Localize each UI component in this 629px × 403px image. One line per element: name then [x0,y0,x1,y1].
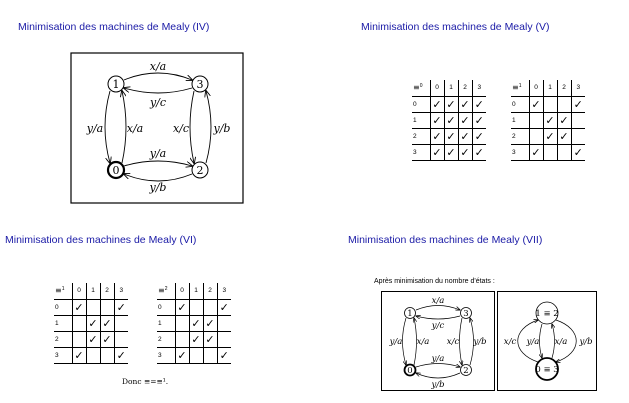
check-mark-cell: ✓ [444,112,458,128]
check-mark-cell: ✓ [114,299,128,315]
state-0-equiv-3 [535,358,558,380]
check-mark-cell: ✓ [114,347,128,363]
check-mark-cell: ✓ [86,315,100,331]
column-header: 2 [100,283,114,299]
minimized-automaton-diagram [497,291,597,391]
row-header: 2 [54,331,72,347]
state-2 [461,365,472,377]
empty-cell [189,299,203,315]
edge-3-2 [460,318,463,365]
check-mark-cell: ✓ [217,347,231,363]
slide-title-v: Minimisation des machines de Mealy (V) [361,21,550,33]
check-mark-cell: ✓ [472,128,486,144]
column-header: 3 [571,80,585,96]
check-mark-cell: ✓ [203,331,217,347]
edge-label: y/b [579,337,593,347]
column-header: 0 [175,283,189,299]
equivalence-table-1 [54,283,128,364]
column-header: 1 [189,283,203,299]
state-3 [192,76,208,92]
column-header: 2 [203,283,217,299]
empty-cell [571,112,585,128]
check-mark-cell: ✓ [430,128,444,144]
table-row [54,331,128,347]
empty-cell [529,128,543,144]
row-header: 0 [511,96,529,112]
edge-0-2 [124,161,192,166]
empty-cell [203,299,217,315]
row-header: 0 [54,299,72,315]
check-mark-cell: ✓ [571,144,585,160]
state-0-initial [405,365,416,377]
state-label: 0 [112,164,120,177]
check-mark-cell: ✓ [444,96,458,112]
table-row [412,112,486,128]
check-mark-cell: ✓ [100,315,114,331]
empty-cell [72,315,86,331]
row-header: 1 [157,315,175,331]
state-label: 0 ≡ 3 [535,365,559,375]
slide-title-vi: Minimisation des machines de Mealy (VI) [5,234,197,246]
edge-label: x/a [416,337,430,347]
column-header: 3 [217,283,231,299]
edge-2-0 [416,373,460,378]
state-label: 3 [196,78,204,91]
state-label: 1 [407,309,413,319]
empty-cell [217,331,231,347]
edge-label: y/a [526,337,540,347]
table-header-relation: ≡$^1$ [54,283,72,299]
check-mark-cell: ✓ [189,331,203,347]
empty-cell [114,315,128,331]
row-header: 3 [412,144,430,160]
edge-3-2 [190,91,194,163]
edge-label: x/a [149,60,167,73]
check-mark-cell: ✓ [100,331,114,347]
column-header: 2 [458,80,472,96]
empty-cell [86,299,100,315]
edge-label: y/b [213,122,231,135]
empty-cell [571,128,585,144]
edge-1-0 [105,91,110,163]
table-row [157,299,231,315]
check-mark-cell: ✓ [430,96,444,112]
state-label: 1 [112,78,120,91]
check-mark-cell: ✓ [458,144,472,160]
table-row [511,112,585,128]
row-header: 0 [412,96,430,112]
check-mark-cell: ✓ [86,331,100,347]
conclusion-text: Donc ≡=≡¹. [122,377,169,386]
edge-label: y/b [149,181,167,194]
check-mark-cell: ✓ [529,144,543,160]
empty-cell [175,331,189,347]
check-mark-cell: ✓ [430,144,444,160]
state-1 [108,76,124,92]
table-row [412,128,486,144]
check-mark-cell: ✓ [444,144,458,160]
column-header: 1 [543,80,557,96]
edge-down [540,324,543,358]
table-row [511,96,585,112]
empty-cell [557,144,571,160]
row-header: 0 [157,299,175,315]
table-row [157,347,231,363]
edge-label: y/a [149,147,167,160]
table-header-relation: ≡$^2$ [157,283,175,299]
edge-label: y/a [86,122,104,135]
table-row [54,299,128,315]
table-row [511,144,585,160]
empty-cell [72,331,86,347]
row-header: 3 [54,347,72,363]
empty-cell [175,315,189,331]
table-row [54,315,128,331]
row-header: 1 [54,315,72,331]
empty-cell [543,96,557,112]
column-header: 1 [86,283,100,299]
check-mark-cell: ✓ [217,299,231,315]
empty-cell [217,315,231,331]
edge-label: y/c [431,321,445,331]
row-header: 3 [511,144,529,160]
table-row [54,347,128,363]
state-1 [405,308,416,320]
state-2 [192,162,208,178]
table-row [511,128,585,144]
row-header: 1 [412,112,430,128]
empty-cell [86,347,100,363]
state-label: 2 [196,164,204,177]
column-header: 3 [472,80,486,96]
table-row [157,331,231,347]
check-mark-cell: ✓ [175,347,189,363]
edge-label: x/c [446,337,460,347]
check-mark-cell: ✓ [458,128,472,144]
table-row [412,96,486,112]
state-label: 3 [463,309,469,319]
edge-label: x/a [554,337,568,347]
row-header: 2 [412,128,430,144]
table-row [412,144,486,160]
check-mark-cell: ✓ [557,128,571,144]
check-mark-cell: ✓ [543,112,557,128]
check-mark-cell: ✓ [543,128,557,144]
check-mark-cell: ✓ [557,112,571,128]
edge-label: x/a [126,122,144,135]
empty-cell [189,347,203,363]
check-mark-cell: ✓ [72,299,86,315]
column-header: 0 [529,80,543,96]
edge-0-1 [122,91,126,163]
check-mark-cell: ✓ [430,112,444,128]
check-mark-cell: ✓ [529,96,543,112]
empty-cell [203,347,217,363]
check-mark-cell: ✓ [458,112,472,128]
edge-3-1 [124,88,192,93]
edge-label: x/c [503,337,517,347]
state-3 [461,308,472,320]
edge-2-0 [124,174,192,181]
edge-1-3 [416,306,460,311]
equivalence-table-2 [157,283,231,364]
check-mark-cell: ✓ [189,315,203,331]
edge-label: x/a [431,296,445,306]
edge-label: y/c [149,96,167,109]
empty-cell [100,299,114,315]
column-header: 1 [444,80,458,96]
state-0-initial [108,162,124,178]
edge-label: y/a [389,337,403,347]
check-mark-cell: ✓ [175,299,189,315]
check-mark-cell: ✓ [571,96,585,112]
minimisation-caption: Après minimisation du nombre d'états : [374,278,495,285]
row-header: 2 [157,331,175,347]
slide-title-iv: Minimisation des machines de Mealy (IV) [18,21,210,33]
empty-cell [543,144,557,160]
check-mark-cell: ✓ [444,128,458,144]
edge-label: y/b [473,337,487,347]
check-mark-cell: ✓ [472,144,486,160]
check-mark-cell: ✓ [458,96,472,112]
edge-1-3 [124,73,192,80]
empty-cell [529,112,543,128]
column-header: 0 [430,80,444,96]
state-label: 1 ≡ 2 [535,309,559,319]
empty-cell [114,331,128,347]
column-header: 0 [72,283,86,299]
column-header: 2 [557,80,571,96]
state-1-equiv-2 [535,302,558,324]
row-header: 1 [511,112,529,128]
empty-cell [100,347,114,363]
row-header: 2 [511,128,529,144]
check-mark-cell: ✓ [472,112,486,128]
table-header-relation: ≡$^1$ [511,80,529,96]
edge-1-0 [403,318,407,365]
row-header: 3 [157,347,175,363]
table-header-relation: ≡$^0$ [412,80,430,96]
column-header: 3 [114,283,128,299]
edge-2-3 [206,91,211,163]
check-mark-cell: ✓ [203,315,217,331]
check-mark-cell: ✓ [72,347,86,363]
edge-label: x/c [172,122,190,135]
slide-title-vii: Minimisation des machines de Mealy (VII) [348,234,543,246]
equivalence-table-1 [511,80,585,161]
state-label: 0 [407,366,413,376]
equivalence-table-0 [412,80,486,161]
edge-label: y/a [431,354,445,364]
automaton-diagram [70,52,245,205]
automaton-diagram-copy [381,291,495,391]
empty-cell [557,96,571,112]
check-mark-cell: ✓ [472,96,486,112]
edge-3-1 [416,316,460,319]
edge-label: y/b [431,380,445,390]
edge-0-2 [416,364,460,368]
state-label: 2 [463,366,469,376]
table-row [157,315,231,331]
